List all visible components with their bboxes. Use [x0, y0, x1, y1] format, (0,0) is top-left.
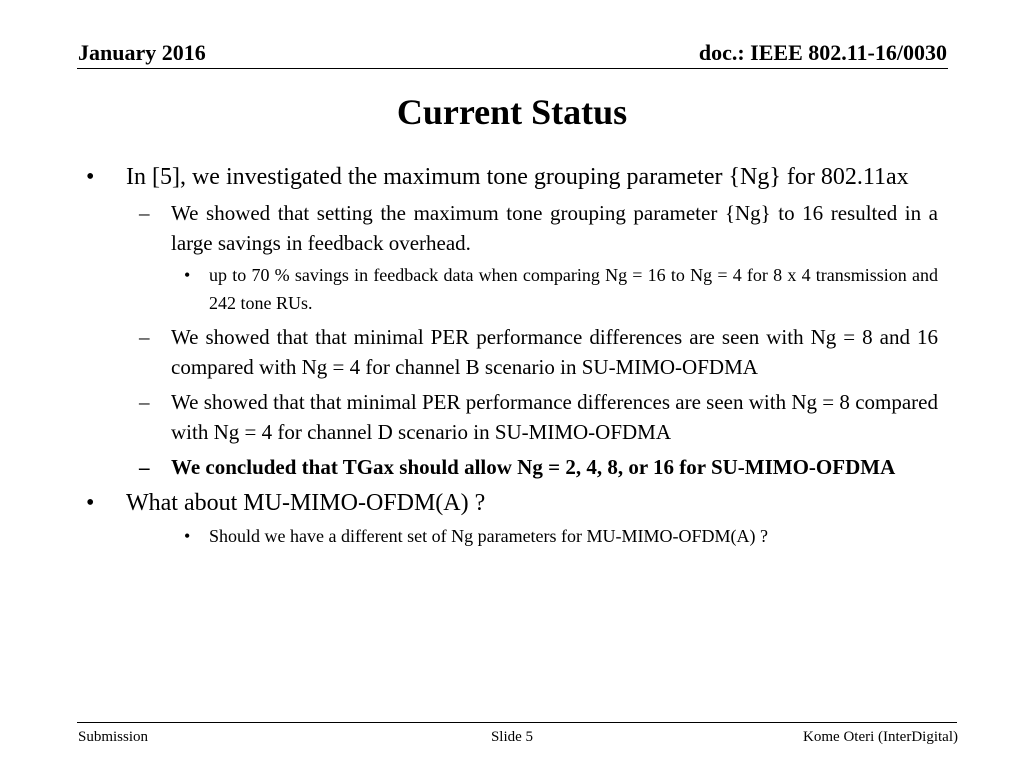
dash-marker: –	[139, 325, 150, 349]
footer-author: Kome Oteri (InterDigital)	[803, 729, 958, 745]
bullet-text: We showed that that minimal PER performance differences are seen with Ng = 8 and 16 compared with Ng = 4 for channel B scenario in SU-MIMO-OFDMA	[171, 325, 938, 379]
slide-body	[84, 161, 938, 550]
dash-marker: –	[139, 390, 150, 414]
bullet-marker: •	[184, 526, 191, 546]
bullet-text: up to 70 % savings in feedback data when comparing Ng = 16 to Ng = 4 for 8 x 4 transmission and 242 tone RUs.	[209, 265, 938, 313]
header-divider	[77, 68, 948, 69]
dash-marker: –	[139, 201, 150, 225]
bullet-level1	[84, 487, 938, 519]
header-date: January 2016	[78, 40, 206, 65]
bullet-marker: •	[184, 265, 191, 285]
bullet-level2	[84, 198, 938, 258]
bullet-text: In [5], we investigated the maximum tone grouping parameter {Ng} for 802.11ax	[126, 164, 909, 190]
bullet-text: We showed that setting the maximum tone grouping parameter {Ng} to 16 resulted in a large savings in feedback overhead.	[171, 201, 938, 255]
slide-title: Current Status	[396, 92, 628, 132]
bullet-marker: •	[86, 490, 95, 516]
bullet-level3	[84, 261, 938, 317]
bullet-text: What about MU-MIMO-OFDM(A) ?	[126, 490, 486, 516]
bullet-level2	[84, 322, 938, 382]
footer-divider	[77, 722, 957, 723]
bullet-text: Should we have a different set of Ng parameters for MU-MIMO-OFDM(A) ?	[209, 526, 769, 546]
bullet-text: We concluded that TGax should allow Ng = 2, 4, 8, or 16 for SU-MIMO-OFDMA	[171, 455, 896, 479]
bullet-text: We showed that that minimal PER performance differences are seen with Ng = 8 compared with Ng = 4 for channel D scenario in SU-MIMO-OFDMA	[171, 390, 938, 444]
bullet-level3	[84, 522, 938, 550]
bullet-level2-conclusion	[84, 452, 938, 482]
bullet-marker: •	[86, 164, 95, 190]
bullet-level2	[84, 387, 938, 447]
footer-slide-number: Slide 5	[490, 729, 534, 745]
dash-marker: –	[139, 455, 150, 479]
bullet-level1	[84, 161, 938, 193]
footer-submission: Submission	[78, 729, 149, 745]
header-doc-id: doc.: IEEE 802.11-16/0030	[698, 40, 947, 65]
